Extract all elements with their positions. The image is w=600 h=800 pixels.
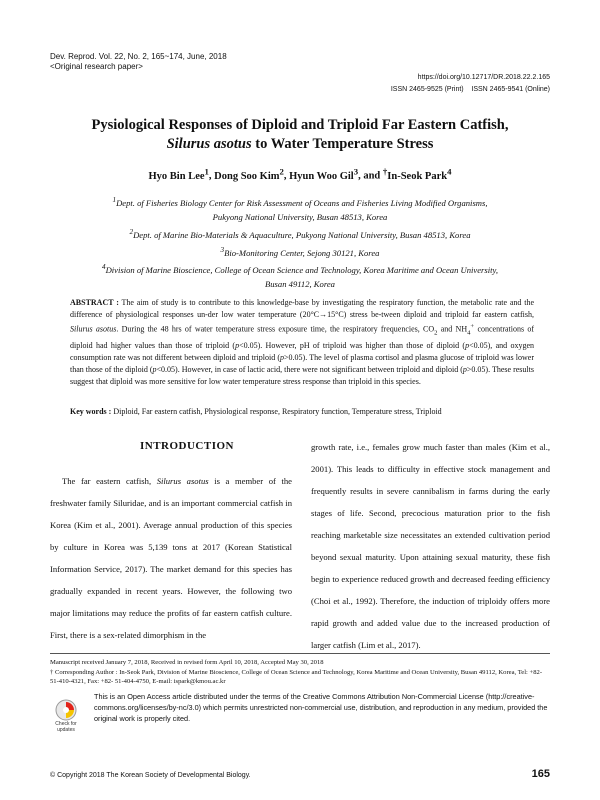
affiliation-2: $^2$Dept. of Marine Bio-Materials & Aquaculture, Pukyong National University, Busan 48513, Korea [129,228,471,240]
author-1: Hyo Bin Lee$^1$ [148,166,209,182]
paper-title [40,116,560,154]
affiliation-1-cont: Pukyong National University, Busan 48513, Korea [212,212,388,223]
badge-label-line-1: Check for [55,721,77,727]
journal-citation [50,52,227,72]
title-line-2 [40,135,560,154]
keywords [70,406,534,418]
abstract: ABSTRACT : The aim of study is to contribute to this knowledge-base by investigating the respiratory function, the metabolic rate and the difference of physiological responses un-der low water temperature (20°C→15°C) stress be-tween diploid and triploid far eastern catfish, Silurus asotus. During the 48 hrs of water temperature stress exposure time, the respiratory frequencies, $CO_2$ and $NH_4^+$ concentrations of diploid had higher values than those of triploid (p<0.05). However, pH of triploid was higher than those of diploid (p<0.05), and oxygen consumption rate was not different between diploid and triploid (p>0.05). The level of plasma cortisol and plasma glucose of triploid was lower than those of the diploid (p<0.05). However, in case of lactic acid, there were not significant between triploid and diploid (p>0.05). These results suggest that diploid was more sensitive for low water temperature stress response than triploid in this species. [70,298,535,386]
journal-volume-line: Dev. Reprod. Vol. 22, No. 2, 165~174, June, 2018 [50,52,227,61]
doi-link[interactable]: https://doi.org/10.12717/DR.2018.22.2.165 [417,74,550,81]
title-species-name: Silurus asotus [166,136,252,152]
intro-paragraph-1: The far eastern catfish, Silurus asotus is a member of the freshwater family Siluridae, and is an important commercial catfish in Korea (Kim et al., 2001). Average annual production of this species by culture in Korea was 5,139 tons at 2017 (Korean Statistical Information Service, 2017). The market demand for this species has gradually expanded in recent years. However, the following two major limitations may reduce the profits of far eastern catfish culture. First, there is a sex-related dimorphism in the [50,476,292,640]
license-notice: This is an Open Access article distributed under the terms of the Creative Commons Attribution Non-Commercial License (http://creative-commons.org/licenses/by-nc/3.0) which permits unrestricted non-commercial use, distribution, and reproduction in any medium, provided the original work is properly cited. [94,692,548,724]
keywords-label: Key words : [70,407,112,416]
doi-issn-block [391,72,550,96]
manuscript-dates: Manuscript received January 7, 2018, Received in revised form April 10, 2018, Accepted May 30, 2018 [50,659,324,666]
paper-type-label: <Original research paper> [50,62,143,71]
intro-column-left [50,470,292,646]
affiliation-1: $^1$Dept. of Fisheries Biology Center for Risk Assessment of Oceans and Fisheries Living Modified Organisms, [112,196,488,208]
affiliation-3: $^3$Bio-Monitoring Center, Sejong 30121, Korea [220,245,380,258]
abstract-label: ABSTRACT : [70,298,119,307]
affiliation-4: $^4$Division of Marine Bioscience, College of Ocean Science and Technology, Korea Maritime and Ocean University, [101,262,499,275]
intro-column-right [311,436,550,656]
title-line-1: Pysiological Responses of Diploid and Triploid Far Eastern Catfish, [91,117,509,133]
author-4: †In-Seok Park$^4$ [382,166,452,182]
badge-label-line-2: updates [57,727,75,733]
section-heading-introduction: INTRODUCTION [139,440,234,452]
author-2: Dong Soo Kim$^2$ [214,166,284,182]
copyright-notice: © Copyright 2018 The Korean Society of Developmental Biology. [50,772,251,779]
page-number: 165 [531,768,550,780]
keywords-text: Diploid, Far eastern catfish, Physiological response, Respiratory function, Temperature stress, Triploid [111,407,442,416]
check-for-updates-badge[interactable] [52,699,80,735]
corresponding-author: † Corresponding Author : In-Seok Park, Division of Marine Bioscience, College of Ocean Science and Technology, Korea Maritime and Ocean University, Busan 49112, Korea, Tel: +82- 51-410-4321, Fax: +82- 51-404-4750, E-mail: ispark@kmou.ac.kr [50,668,543,685]
footnotes [50,658,550,687]
author-3: Hyun Woo Gil$^3$ [289,166,359,182]
intro-paragraph-1-cont: growth rate, i.e., females grow much faster than males (Kim et al., 2001). This leads to difficulty in effective stock management and frequently results in severe cannibalism in farms during the early stages of life. Second, precocious maturation prior to the fish reaching marketable size necessitates an extended cultivation period beyond sexual maturity. Upon attaining sexual maturity, these fish begin to experience reduced growth and decreased feeding efficiency (Choi et al., 1992). Therefore, the induction of triploidy offers more rapid growth and added value due to the increased production of larger catfish (Lim et al., 2017). [311,442,550,650]
affiliation-4-cont: Busan 49112, Korea [265,279,335,290]
affiliations [40,193,560,292]
title-line-2-rest: to Water Temperature Stress [251,136,434,152]
issn-line: ISSN 2465-9525 (Print) ISSN 2465-9541 (Online) [390,86,550,93]
author-list: Hyo Bin Lee$^1$, Dong Soo Kim$^2$, Hyun Woo Gil$^3$, and †In-Seok Park$^4$ [148,166,452,182]
footnote-divider [50,653,550,654]
